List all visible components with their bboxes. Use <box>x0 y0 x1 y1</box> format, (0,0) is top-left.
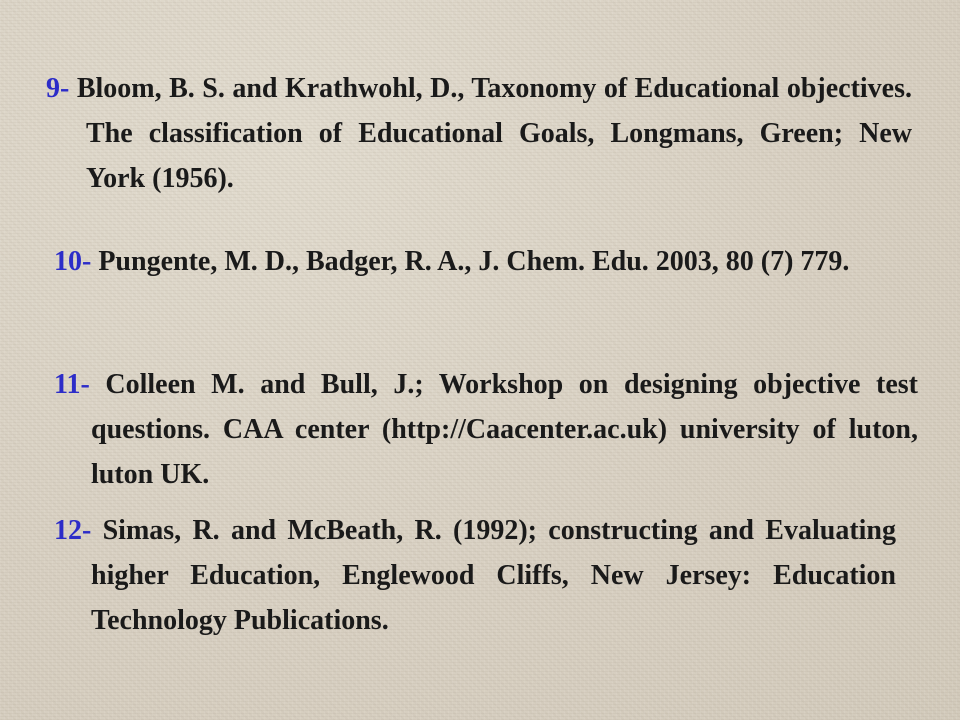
reference-text: Bloom, B. S. and Krathwohl, D., Taxonomy of Educational objectives. The classification of Educational Goals, Longmans, Green; New York (1956). <box>76 73 913 194</box>
reference-number: 11- <box>54 369 90 400</box>
reference-text: Simas, R. and McBeath, R. (1992); constructing and Evaluating higher Education, Englewood Cliffs, New Jersey: Education Technology Publications. <box>91 515 896 636</box>
reference-number: 9- <box>46 73 70 104</box>
reference-text: Colleen M. and Bull, J.; Workshop on designing objective test questions. CAA center (http://Caacenter.ac.uk) university of luton, luton UK. <box>91 369 919 490</box>
reference-item-11 <box>54 362 918 497</box>
reference-item-12 <box>54 508 896 643</box>
reference-item-10 <box>54 239 900 284</box>
reference-text: Pungente, M. D., Badger, R. A., J. Chem. Edu. 2003, 80 (7) 779. <box>98 246 850 277</box>
reference-item-9 <box>46 66 912 201</box>
reference-number: 10- <box>54 246 92 277</box>
reference-number: 12- <box>54 515 92 546</box>
